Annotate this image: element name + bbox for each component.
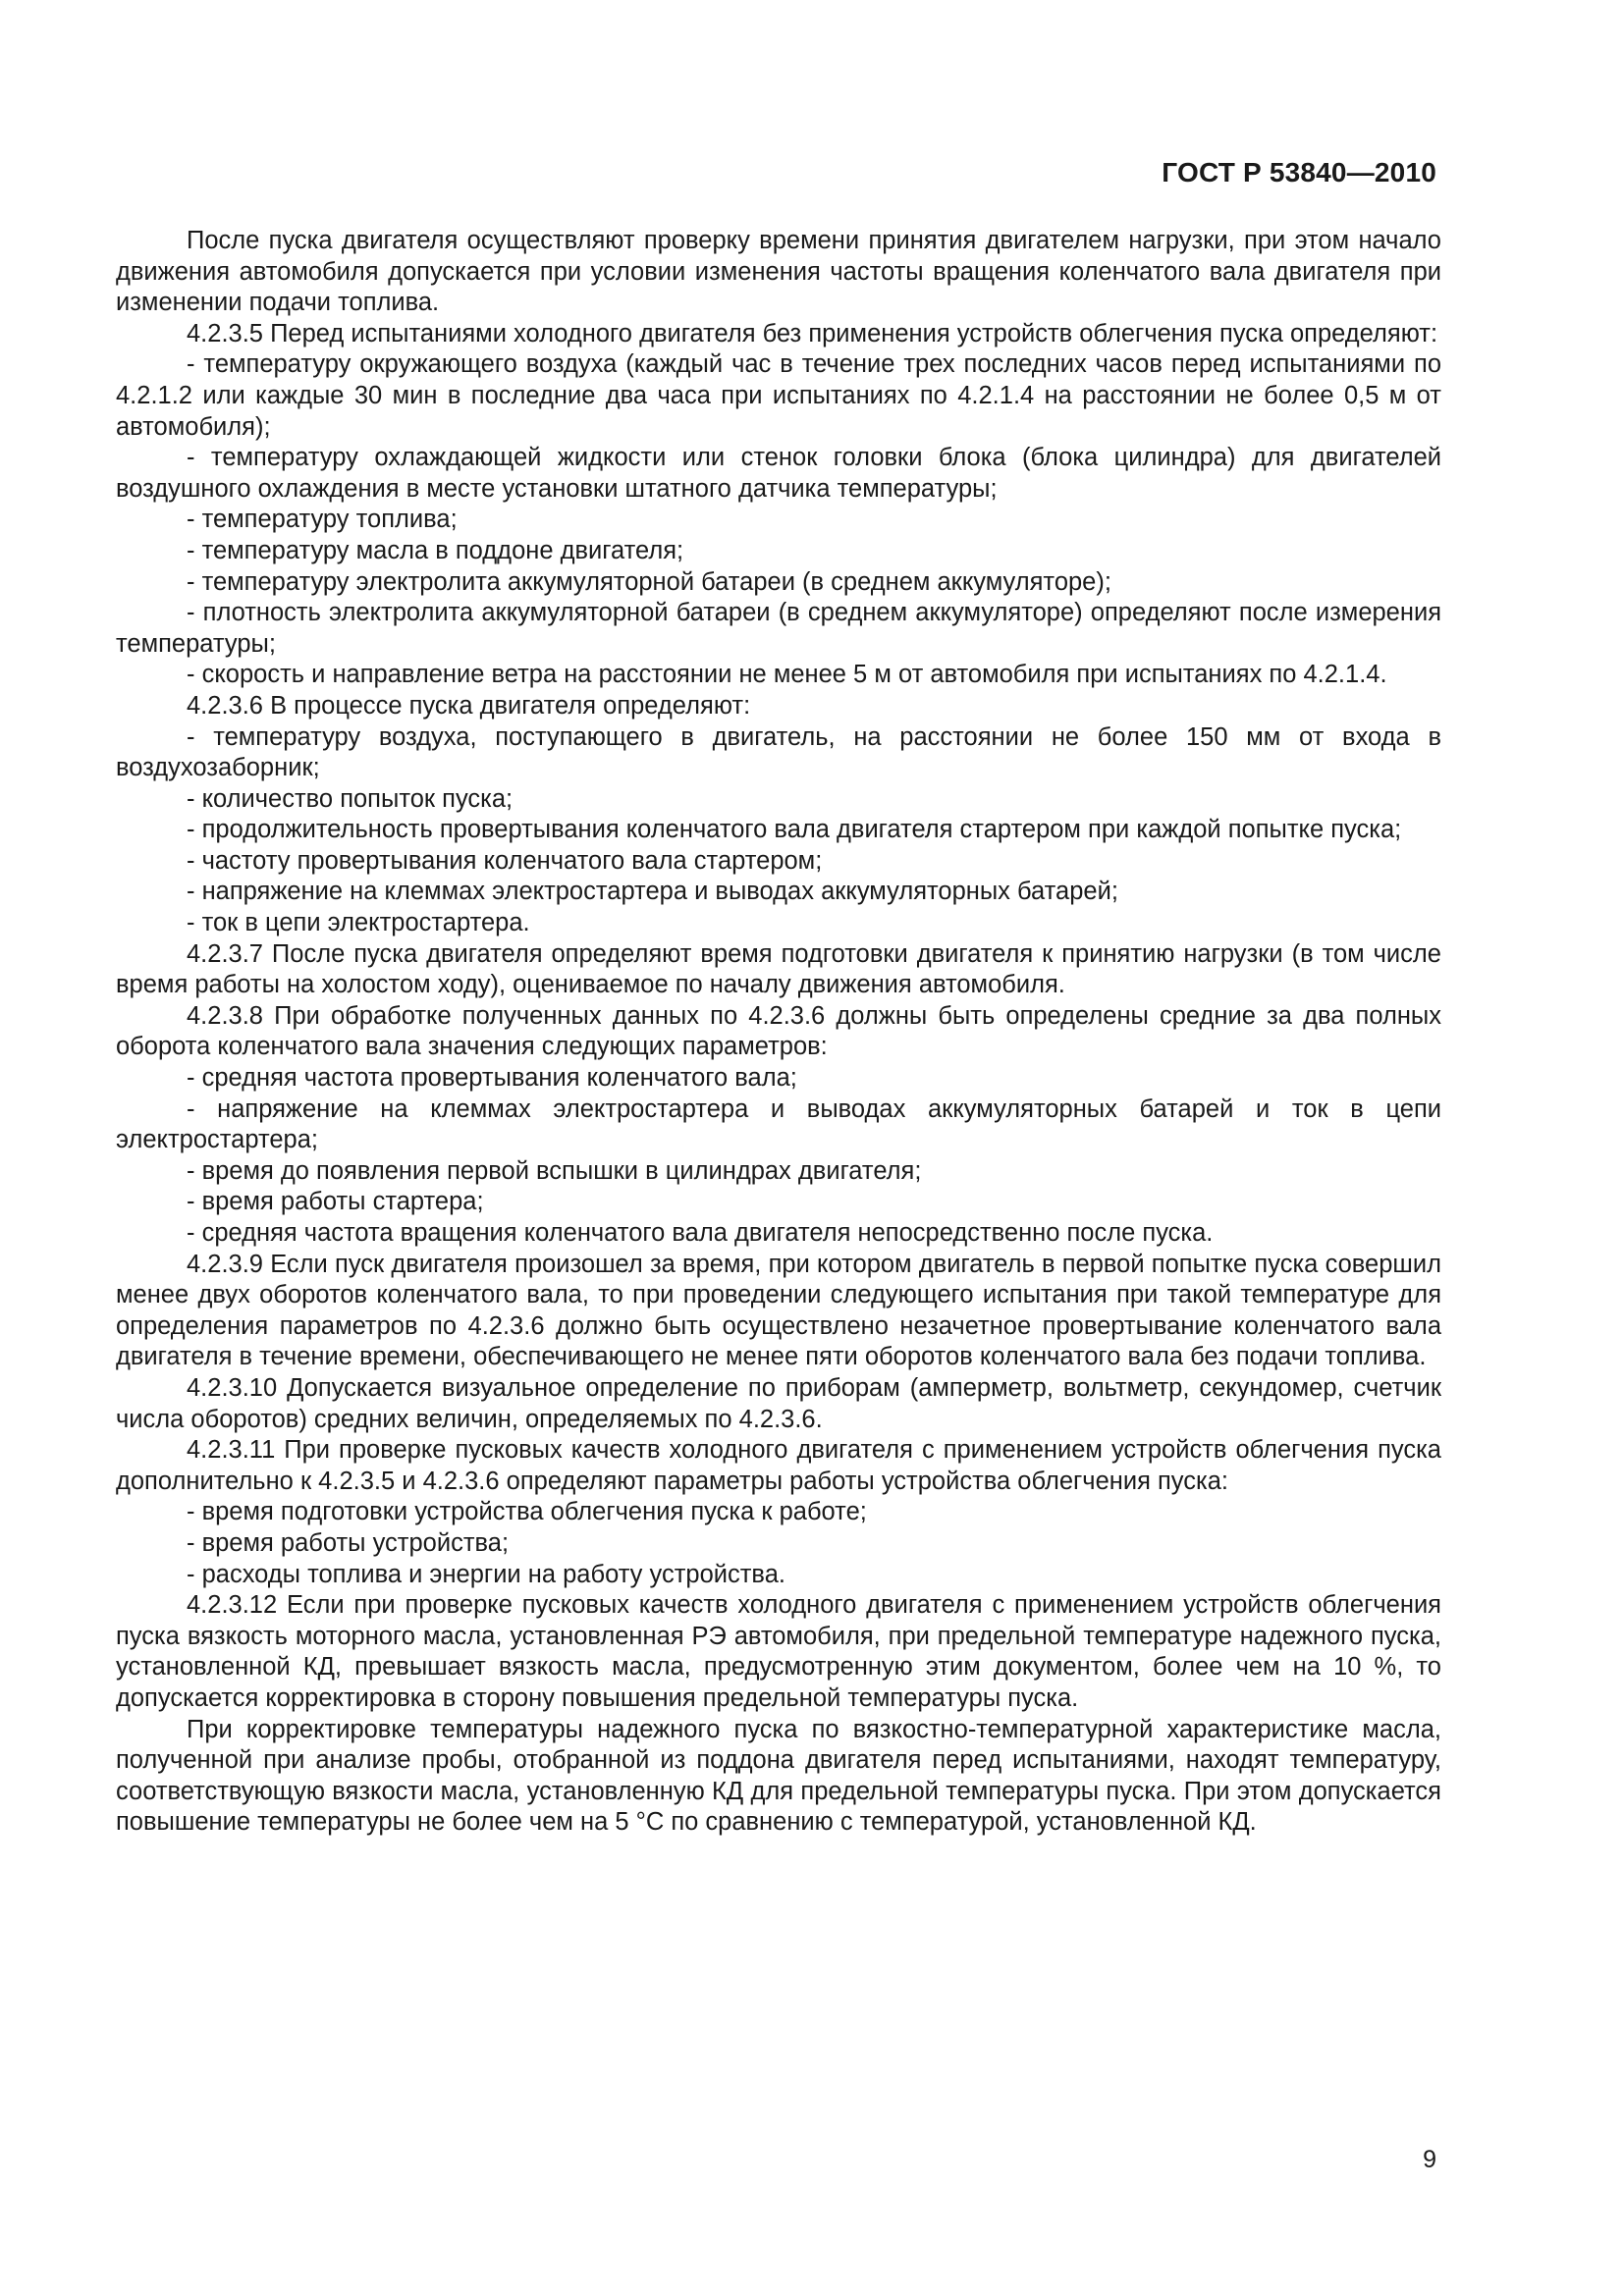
list-item: - температуру топлива; (187, 506, 458, 534)
paragraph: После пуска двигателя осуществляют проверку времени принятия двигателем нагрузки, при этом начало движения автомобиля допускается при условии изменения частоты вращения коленчатого вала двигателя при изменении подачи топлива. (116, 227, 1441, 317)
list-item: - время до появления первой вспышки в цилиндрах двигателя; (187, 1156, 922, 1185)
list-item: - время работы стартера; (187, 1188, 484, 1216)
list-item: - время работы устройства; (187, 1528, 510, 1557)
list-item: - температуру воздуха, поступающего в двигатель, на расстоянии не более 150 мм от входа в воздухозаборник; (116, 722, 1441, 782)
list-item: - средняя частота вращения коленчатого вала двигателя непосредственно после пуска. (187, 1219, 1214, 1247)
document-id-header: ГОСТ Р 53840—2010 (1162, 157, 1436, 187)
paragraph: 4.2.3.5 Перед испытаниями холодного двигателя без применения устройств облегчения пуска определяют: (187, 319, 1438, 347)
list-item: - расходы топлива и энергии на работу устройства. (187, 1560, 785, 1588)
list-item: - частоту провертывания коленчатого вала стартером; (187, 846, 823, 875)
list-item: - средняя частота провертывания коленчатого вала; (187, 1064, 797, 1093)
list-item: - скорость и направление ветра на расстоянии не менее 5 м от автомобиля при испытаниях по 4.2.1.4. (187, 661, 1387, 689)
paragraph: 4.2.3.7 После пуска двигателя определяют время подготовки двигателя к принятию нагрузки (в том числе время работы на холостом ходу), оцениваемое по началу движения автомобиля. (116, 939, 1441, 999)
list-item: - плотность электролита аккумуляторной батареи (в среднем аккумуляторе) определяют после измерения температуры; (116, 599, 1441, 658)
list-item: - напряжение на клеммах электростартера и выводах аккумуляторных батарей и ток в цепи электростартера; (116, 1095, 1441, 1154)
list-item: - температуру охлаждающей жидкости или стенок головки блока (блока цилиндра) для двигателей воздушного охлаждения в месте установки штатного датчика температуры; (116, 444, 1441, 503)
paragraph: 4.2.3.9 Если пуск двигателя произошел за время, при котором двигатель в первой попытке пуска совершил менее двух оборотов коленчатого вала, то при проведении следующего испытания при такой температуре для определения параметров по 4.2.3.6 должно быть осуществлено незачетное провертывание коленчатого вала двигателя в течение времени, обеспечивающего не менее пяти оборотов коленчатого вала без подачи топлива. (116, 1250, 1441, 1371)
list-item: - температуру масла в поддоне двигателя; (187, 536, 684, 564)
list-item: - время подготовки устройства облегчения пуска к работе; (187, 1498, 867, 1526)
list-item: - ток в цепи электростартера. (187, 909, 530, 937)
paragraph: 4.2.3.10 Допускается визуальное определение по приборам (амперметр, вольтметр, секундомер, счетчик числа оборотов) средних величин, определяемых по 4.2.3.6. (116, 1373, 1441, 1433)
paragraph: 4.2.3.8 При обработке полученных данных по 4.2.3.6 должны быть определены средние за два полных оборота коленчатого вала значения следующих параметров: (116, 1001, 1441, 1061)
list-item: - напряжение на клеммах электростартера и выводах аккумуляторных батарей; (187, 878, 1118, 906)
page-number: 9 (1423, 2146, 1436, 2173)
paragraph: 4.2.3.11 При проверке пусковых качеств холодного двигателя с применением устройств облегчения пуска дополнительно к 4.2.3.5 и 4.2.3.6 определяют параметры работы устройства облегчения пуска: (116, 1436, 1441, 1495)
list-item: - количество попыток пуска; (187, 784, 514, 813)
paragraph: 4.2.3.6 В процессе пуска двигателя определяют: (187, 691, 751, 720)
list-item: - температуру электролита аккумуляторной батареи (в среднем аккумуляторе); (187, 567, 1111, 596)
document-body (116, 226, 1441, 1839)
list-item: - температуру окружающего воздуха (каждый час в течение трех последних часов перед испытаниями по 4.2.1.2 или каждые 30 мин в последние два часа при испытаниях по 4.2.1.4 на расстоянии не более 0,5 м от автомобиля); (116, 350, 1441, 441)
paragraph: 4.2.3.12 Если при проверке пусковых качеств холодного двигателя с применением устройств облегчения пуска вязкость моторного масла, установленная РЭ автомобиля, при предельной температуре надежного пуска, установленной КД, превышает вязкость масла, предусмотренную этим документом, более чем на 10 %, то допускается корректировка в сторону повышения предельной температуры пуска. (116, 1591, 1441, 1712)
paragraph: При корректировке температуры надежного пуска по вязкостно-температурной характеристике масла, полученной при анализе пробы, отобранной из поддона двигателя перед испытаниями, находят температуру, соответствующую вязкости масла, установленную КД для предельной температуры пуска. При этом допускается повышение температуры не более чем на 5 °С по сравнению с температурой, установленной КД. (116, 1715, 1441, 1837)
list-item: - продолжительность провертывания коленчатого вала двигателя стартером при каждой попытке пуска; (187, 816, 1402, 844)
